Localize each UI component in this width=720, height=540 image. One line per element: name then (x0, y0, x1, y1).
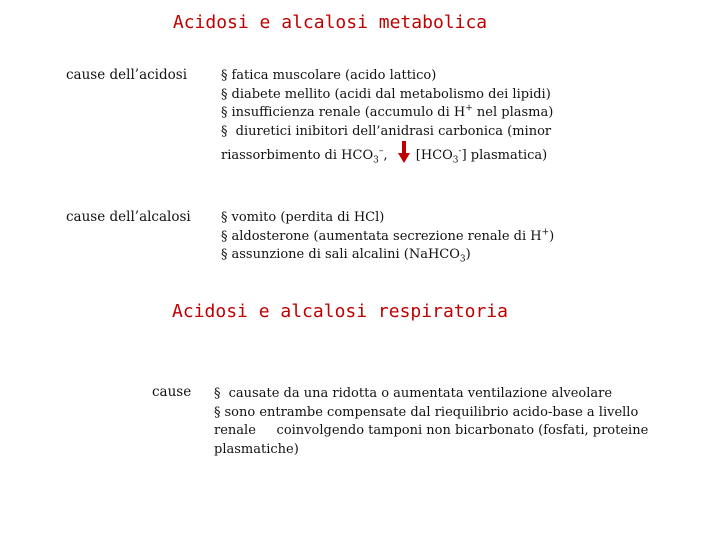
alkalosis-item-3: § assunzione di sali alcalini (NaHCO$_3$) (221, 247, 471, 265)
bullet-icon: § (221, 105, 228, 120)
bullet-icon: § (214, 404, 221, 420)
bullet-icon: § (221, 247, 228, 262)
respiratory-label: cause (152, 384, 192, 400)
respiratory-item-2: § sono entrambe compensate dal riequilibrio acido-base a livello (214, 404, 639, 420)
acidosis-item-3: § insufficienza renale (accumulo di H+ nel plasma) (221, 103, 554, 120)
bullet-icon: § (221, 68, 228, 83)
alkalosis-causes (221, 209, 554, 265)
acidosis-causes (221, 67, 553, 166)
acidosis-item-4: § diuretici inibitori dell’anidrasi carbonica (minor (221, 123, 552, 139)
respiratory-item-2-line-2: renale coinvolgendo tamponi non bicarbonato (fosfati, proteine (214, 423, 649, 438)
respiratory-causes (214, 385, 648, 459)
metabolic-title: Acidosi e alcalosi metabolica (172, 12, 488, 33)
respiratory-item-2-line-3: plasmatiche) (214, 441, 299, 457)
bullet-icon: § (214, 386, 221, 401)
bullet-icon: § (221, 123, 228, 139)
alkalosis-label: cause dell’alcalosi (66, 209, 191, 225)
respiratory-title: Acidosi e alcalosi respiratoria (172, 301, 508, 322)
acidosis-item-2: § diabete mellito (acidi dal metabolismo dei lipidi) (221, 86, 551, 102)
acidosis-item-1: § fatica muscolare (acido lattico) (221, 68, 437, 83)
acidosis-item-4-continuation: riassorbimento di $HCO_3^-$, $[HCO_3^-]$ plasmatica) (221, 141, 553, 166)
bullet-icon: § (221, 86, 228, 102)
bullet-icon: § (221, 228, 228, 244)
arrow-down-icon (398, 141, 410, 163)
alkalosis-item-1: § vomito (perdita di HCl) (221, 210, 385, 225)
respiratory-item-1: § causate da una ridotta o aumentata ventilazione alveolare (214, 386, 613, 401)
bullet-icon: § (221, 210, 228, 225)
alkalosis-item-2: § aldosterone (aumentata secrezione renale di H+) (221, 227, 555, 244)
acidosis-label: cause dell’acidosi (66, 67, 188, 83)
